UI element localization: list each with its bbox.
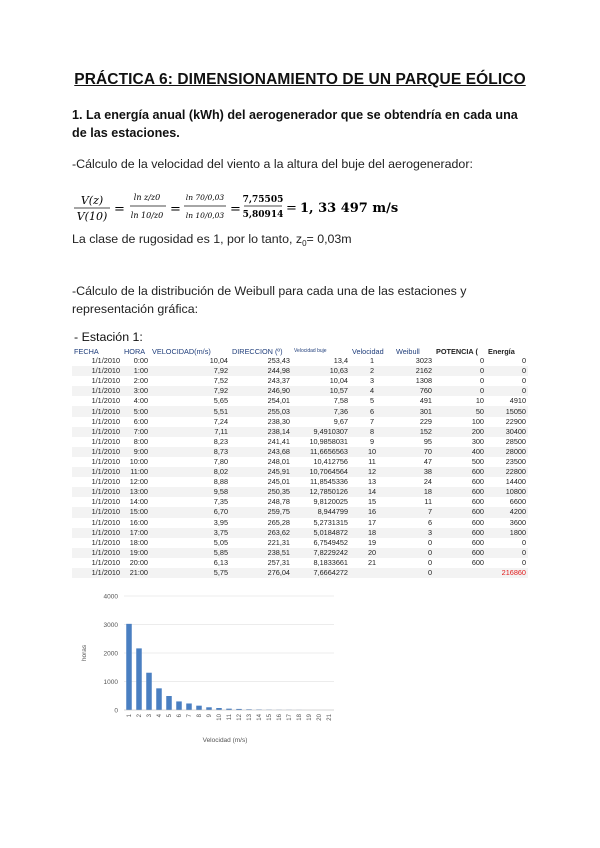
table-cell: 3 — [369, 376, 375, 386]
table-cell: 8,88 — [213, 477, 228, 487]
x-tick-label: 18 — [297, 714, 303, 721]
wind-speed-formula — [70, 186, 400, 232]
table-cell: 1/1/2010 — [72, 427, 122, 437]
table-cell: 9,8120025 — [313, 497, 348, 507]
x-axis-label: Velocidad (m/s) — [202, 737, 248, 744]
table-cell: 6:00 — [133, 416, 148, 426]
data-table — [72, 347, 528, 578]
col-header: Energía — [488, 347, 515, 356]
formula-f4-numerator: 7,75505 — [242, 195, 284, 205]
table-cell: 1/1/2010 — [91, 356, 120, 366]
table-cell: 1/1/2010 — [91, 376, 120, 386]
formula-f2-denominator: ln 10/z0 — [130, 211, 164, 220]
formula-result: 1, 33 497 m/s — [300, 201, 399, 216]
table-cell: 7,6664272 — [292, 568, 350, 578]
table-cell: 4910 — [509, 396, 526, 406]
table-cell: 216860 — [486, 568, 528, 578]
table-row — [72, 447, 528, 457]
x-tick-label: 10 — [217, 714, 223, 721]
table-cell: 265,28 — [267, 517, 290, 527]
formula-lhs-numerator: V(z) — [80, 194, 104, 207]
table-row — [72, 437, 528, 447]
table-cell: 245,01 — [267, 477, 290, 487]
table-cell: 8:00 — [133, 436, 148, 446]
table-cell: 7,58 — [333, 396, 348, 406]
table-cell: 0 — [486, 366, 528, 376]
table-cell: 238,51 — [230, 548, 292, 558]
table-cell: 400 — [434, 447, 486, 457]
table-row — [72, 396, 528, 406]
col-header: DIRECCION (º) — [232, 347, 283, 356]
table-row — [72, 538, 528, 548]
formula-f2-numerator: ln z/z0 — [133, 193, 161, 202]
table-cell: 600 — [471, 537, 484, 547]
table-cell: 17:00 — [122, 528, 150, 538]
svg-text:=: = — [286, 201, 297, 216]
table-cell: 0 — [479, 356, 484, 366]
table-cell: 13:00 — [122, 487, 150, 497]
rugosity-value: = 0,03m — [306, 232, 352, 246]
table-cell: 1/1/2010 — [91, 477, 120, 487]
y-tick-label: 1000 — [103, 679, 118, 686]
table-cell: 10,57 — [292, 386, 350, 396]
table-cell: 10 — [475, 396, 484, 406]
table-cell: 0 — [394, 548, 434, 558]
table-cell: 28000 — [486, 447, 528, 457]
table-row — [72, 507, 528, 517]
x-tick-label: 14 — [257, 714, 263, 721]
table-cell: 9 — [369, 436, 375, 446]
table-cell: 6 — [350, 406, 394, 416]
weibull-chart — [72, 590, 352, 750]
table-cell: 5,2731315 — [313, 517, 348, 527]
table-cell: 8,1833661 — [313, 557, 348, 567]
table-cell: 10,63 — [292, 366, 350, 376]
table-cell: 19 — [367, 537, 377, 547]
table-row — [72, 558, 528, 568]
table-cell: 9:00 — [122, 447, 150, 457]
page-title: PRÁCTICA 6: DIMENSIONAMIENTO DE UN PARQUE EÓLICO — [74, 71, 526, 88]
table-cell: 5,65 — [213, 396, 228, 406]
table-cell: 1/1/2010 — [91, 396, 120, 406]
table-cell: 3 — [394, 528, 434, 538]
table-cell: 600 — [471, 517, 484, 527]
table-cell: 500 — [471, 456, 484, 466]
bar — [146, 673, 152, 710]
table-cell: 0 — [486, 386, 528, 396]
table-cell: 23500 — [505, 456, 526, 466]
table-row — [72, 568, 528, 578]
section-heading: 1. La energía anual (kWh) del aerogenerador que se obtendría en cada una de las estaciones. — [72, 108, 518, 140]
table-row — [72, 417, 528, 427]
table-cell: 11 — [368, 456, 376, 466]
formula-f4-denominator: 5,80914 — [242, 210, 284, 220]
table-row — [72, 497, 528, 507]
table-cell: 600 — [434, 548, 486, 558]
bar — [206, 707, 212, 710]
table-cell: 12,7850126 — [292, 487, 350, 497]
x-tick-label: 13 — [247, 714, 253, 721]
x-tick-label: 15 — [267, 714, 273, 721]
table-cell: 250,35 — [230, 487, 292, 497]
table-row — [72, 376, 528, 386]
col-header: Velocidad buje — [294, 348, 327, 354]
table-row — [72, 406, 528, 416]
table-cell: 243,68 — [230, 447, 292, 457]
table-cell: 600 — [471, 477, 484, 487]
formula-f3-numerator: ln 70/0,03 — [185, 193, 225, 202]
table-cell: 10,7064564 — [292, 467, 350, 477]
table-cell: 10,04 — [209, 356, 228, 366]
x-tick-label: 1 — [127, 714, 133, 718]
table-cell: 1/1/2010 — [91, 456, 120, 466]
table-cell: 3,95 — [213, 517, 228, 527]
table-cell: 259,75 — [230, 507, 292, 517]
table-cell: 6600 — [509, 497, 526, 507]
table-row — [72, 518, 528, 528]
table-cell: 15 — [367, 497, 377, 507]
table-cell: 2:00 — [133, 376, 148, 386]
table-cell: 245,91 — [230, 467, 292, 477]
table-cell: 30400 — [486, 427, 528, 437]
table-row — [72, 386, 528, 396]
table-cell: 0 — [434, 386, 486, 396]
svg-text:=: = — [114, 202, 125, 217]
table-cell: 5,75 — [150, 568, 230, 578]
table-cell: 3023 — [415, 356, 432, 366]
table-cell: 0 — [521, 557, 526, 567]
table-cell: 248,78 — [267, 497, 290, 507]
table-row — [72, 548, 528, 558]
table-cell: 0 — [486, 548, 528, 558]
table-cell — [350, 568, 394, 578]
table-cell: 2 — [350, 366, 394, 376]
table-cell: 238,14 — [230, 427, 292, 437]
table-cell: 4:00 — [133, 396, 148, 406]
table-cell: 0 — [427, 537, 432, 547]
table-cell: 47 — [423, 456, 432, 466]
x-tick-label: 9 — [207, 714, 213, 718]
table-cell: 18 — [394, 487, 434, 497]
rugosity-label: La clase de rugosidad es 1, por lo tanto, z — [72, 232, 303, 246]
table-cell: 17 — [367, 517, 377, 527]
x-tick-label: 6 — [177, 714, 183, 718]
table-cell: 7,52 — [213, 376, 228, 386]
table-cell: 1/1/2010 — [91, 537, 120, 547]
rugosity-subscript: 0 — [302, 239, 307, 248]
table-cell: 1800 — [486, 528, 528, 538]
table-cell: 600 — [434, 467, 486, 477]
table-cell: 246,90 — [230, 386, 292, 396]
table-cell: 16:00 — [129, 517, 148, 527]
x-tick-label: 3 — [147, 714, 153, 718]
x-tick-label: 16 — [277, 714, 283, 721]
table-cell: 8,23 — [213, 436, 228, 446]
table-cell: 8 — [350, 427, 394, 437]
table-cell: 5,51 — [150, 406, 230, 416]
y-axis-label: horas — [81, 644, 88, 662]
table-cell: 600 — [471, 497, 484, 507]
table-cell: 4 — [350, 386, 394, 396]
table-cell: 255,03 — [230, 406, 292, 416]
table-cell: 14 — [350, 487, 394, 497]
table-cell: 3,75 — [150, 528, 230, 538]
table-cell: 11,8545336 — [309, 477, 348, 487]
table-cell: 0 — [427, 557, 432, 567]
table-cell: 38 — [394, 467, 434, 477]
table-cell: 50 — [434, 406, 486, 416]
table-cell: 0 — [521, 537, 526, 547]
table-cell: 1/1/2010 — [72, 548, 122, 558]
col-header: Weibull — [396, 347, 420, 356]
table-cell: 7,92 — [150, 366, 230, 376]
table-cell: 3600 — [509, 517, 526, 527]
table-cell: 24 — [423, 477, 432, 487]
table-cell: 600 — [434, 507, 486, 517]
col-header: FECHA — [74, 347, 99, 356]
x-tick-label: 12 — [237, 714, 243, 721]
table-cell: 14:00 — [129, 497, 148, 507]
y-tick-label: 4000 — [103, 593, 118, 601]
table-cell: 1/1/2010 — [72, 507, 122, 517]
y-tick-label: 2000 — [103, 650, 118, 658]
table-cell: 0:00 — [133, 356, 148, 366]
table-row — [72, 487, 528, 497]
table-row — [72, 528, 528, 538]
table-cell: 6 — [427, 517, 432, 527]
table-cell: 13 — [367, 477, 377, 487]
bar — [166, 696, 172, 710]
table-cell: 7,92 — [150, 386, 230, 396]
svg-text:=: = — [230, 202, 241, 217]
table-cell: 7,35 — [213, 497, 228, 507]
table-cell: 28500 — [505, 436, 526, 446]
table-cell: 18:00 — [129, 537, 148, 547]
table-cell: 16 — [350, 507, 394, 517]
table-cell: 243,37 — [267, 376, 290, 386]
table-cell: 5:00 — [122, 406, 150, 416]
table-cell: 20:00 — [129, 557, 148, 567]
table-cell: 70 — [394, 447, 434, 457]
table-cell: 10:00 — [129, 456, 148, 466]
table-cell: 11 — [424, 497, 432, 507]
table-cell: 0 — [521, 376, 526, 386]
table-cell: 8,02 — [150, 467, 230, 477]
table-cell: 1/1/2010 — [72, 528, 122, 538]
table-cell — [434, 568, 486, 578]
table-cell: 248,01 — [267, 456, 290, 466]
table-row — [72, 366, 528, 376]
bar — [156, 688, 162, 710]
col-header: VELOCIDAD(m/s) — [152, 347, 211, 356]
table-cell: 7,24 — [213, 416, 228, 426]
formula-f3-denominator: ln 10/0,03 — [185, 211, 225, 220]
table-cell: 276,04 — [230, 568, 292, 578]
table-cell: 1/1/2010 — [91, 497, 120, 507]
table-row — [72, 477, 528, 487]
table-cell: 600 — [471, 557, 484, 567]
bar — [186, 703, 192, 710]
table-row — [72, 356, 528, 366]
table-cell: 9,4910307 — [292, 427, 350, 437]
table-cell: 7,8229242 — [292, 548, 350, 558]
table-cell: 1/1/2010 — [72, 366, 122, 376]
table-cell: 12 — [350, 467, 394, 477]
table-cell: 19:00 — [122, 548, 150, 558]
x-tick-label: 17 — [287, 714, 293, 721]
table-cell: 11,6656563 — [292, 447, 350, 457]
table-cell: 152 — [394, 427, 434, 437]
table-cell: 4200 — [486, 507, 528, 517]
table-row — [72, 457, 528, 467]
table-cell: 21 — [367, 557, 377, 567]
table-cell: 760 — [394, 386, 434, 396]
table-cell: 241,41 — [267, 436, 290, 446]
table-cell: 1/1/2010 — [72, 568, 122, 578]
table-cell: 7 — [394, 507, 434, 517]
table-cell: 7,36 — [292, 406, 350, 416]
table-body — [72, 356, 528, 578]
table-cell: 1/1/2010 — [72, 487, 122, 497]
x-tick-label: 21 — [327, 714, 333, 721]
svg-text:=: = — [170, 202, 181, 217]
table-cell: 1 — [369, 356, 375, 366]
table-cell: 238,30 — [267, 416, 290, 426]
y-tick-label: 0 — [114, 707, 118, 715]
table-cell: 254,01 — [267, 396, 290, 406]
bar — [126, 624, 132, 710]
table-cell: 257,31 — [267, 557, 290, 567]
table-cell: 244,98 — [230, 366, 292, 376]
table-cell: 100 — [471, 416, 484, 426]
table-cell: 21:00 — [122, 568, 150, 578]
table-cell: 10,9858031 — [309, 436, 348, 446]
formula-lhs-denominator: V(10) — [76, 210, 108, 223]
table-cell: 18 — [350, 528, 394, 538]
rugosity-text — [72, 230, 352, 253]
table-cell: 1/1/2010 — [72, 447, 122, 457]
table-cell: 10,412756 — [313, 456, 348, 466]
table-cell: 0 — [479, 376, 484, 386]
table-cell: 200 — [434, 427, 486, 437]
table-cell: 1/1/2010 — [72, 406, 122, 416]
table-cell: 5,05 — [213, 537, 228, 547]
x-tick-label: 19 — [307, 714, 313, 721]
table-cell: 300 — [471, 436, 484, 446]
table-cell: 9,58 — [150, 487, 230, 497]
table-cell: 1/1/2010 — [91, 416, 120, 426]
table-cell: 8,73 — [150, 447, 230, 457]
table-cell: 0 — [434, 366, 486, 376]
table-cell: 15:00 — [122, 507, 150, 517]
x-tick-label: 2 — [137, 714, 143, 718]
table-cell: 3:00 — [122, 386, 150, 396]
table-cell: 1/1/2010 — [91, 557, 120, 567]
table-cell: 7,11 — [150, 427, 230, 437]
paragraph-wind-speed: -Cálculo de la velocidad del viento a la altura del buje del aerogenerador: — [72, 157, 473, 171]
table-cell: 6,13 — [213, 557, 228, 567]
table-row — [72, 467, 528, 477]
bar — [196, 706, 202, 710]
table-cell: 5,0184872 — [292, 528, 350, 538]
table-cell: 22900 — [505, 416, 526, 426]
table-cell: 6,7549452 — [313, 537, 348, 547]
table-cell: 2162 — [394, 366, 434, 376]
table-cell: 22800 — [486, 467, 528, 477]
station-label: - Estación 1: — [74, 330, 143, 344]
table-cell: 12:00 — [129, 477, 148, 487]
table-cell: 10 — [350, 447, 394, 457]
table-cell: 95 — [423, 436, 432, 446]
table-cell: 1:00 — [122, 366, 150, 376]
table-cell: 10800 — [486, 487, 528, 497]
table-cell: 14400 — [505, 477, 526, 487]
table-row — [72, 427, 528, 437]
bar — [136, 648, 142, 710]
table-cell: 10,04 — [329, 376, 348, 386]
table-cell: 491 — [419, 396, 432, 406]
table-cell: 7,80 — [213, 456, 228, 466]
table-cell: 1/1/2010 — [72, 467, 122, 477]
bar — [176, 701, 182, 710]
x-tick-label: 7 — [187, 714, 193, 718]
table-cell: 13,4 — [333, 356, 348, 366]
table-cell: 9,67 — [333, 416, 348, 426]
y-tick-label: 3000 — [103, 622, 118, 629]
x-tick-label: 8 — [197, 714, 203, 718]
col-header: POTENCIA ( — [436, 347, 478, 356]
table-cell: 7:00 — [122, 427, 150, 437]
table-cell: 7 — [369, 416, 375, 426]
table-cell: 221,31 — [267, 537, 290, 547]
table-cell: 11:00 — [122, 467, 150, 477]
col-header: Velocidad — [352, 347, 384, 356]
table-cell: 15050 — [486, 406, 528, 416]
x-tick-label: 4 — [157, 714, 163, 718]
table-cell: 263,62 — [230, 528, 292, 538]
col-header: HORA — [124, 347, 146, 356]
x-tick-label: 20 — [317, 714, 323, 721]
x-tick-label: 5 — [167, 714, 173, 718]
table-cell: 0 — [521, 356, 526, 366]
table-cell: 1/1/2010 — [72, 386, 122, 396]
table-cell: 8,944799 — [292, 507, 350, 517]
table-cell: 0 — [394, 568, 434, 578]
table-cell: 253,43 — [267, 356, 290, 366]
table-cell: 229 — [419, 416, 432, 426]
table-cell: 1308 — [415, 376, 432, 386]
paragraph-weibull: -Cálculo de la distribución de Weibull para cada una de las estaciones y representación gráfica: — [72, 284, 467, 316]
table-cell: 600 — [434, 487, 486, 497]
table-cell: 1/1/2010 — [91, 436, 120, 446]
table-cell: 20 — [350, 548, 394, 558]
table-cell: 5,85 — [150, 548, 230, 558]
table-cell: 1/1/2010 — [91, 517, 120, 527]
table-cell: 600 — [434, 528, 486, 538]
table-cell: 6,70 — [150, 507, 230, 517]
table-cell: 301 — [394, 406, 434, 416]
x-tick-label: 11 — [227, 714, 233, 721]
table-header-row — [72, 347, 528, 356]
table-cell: 5 — [369, 396, 375, 406]
